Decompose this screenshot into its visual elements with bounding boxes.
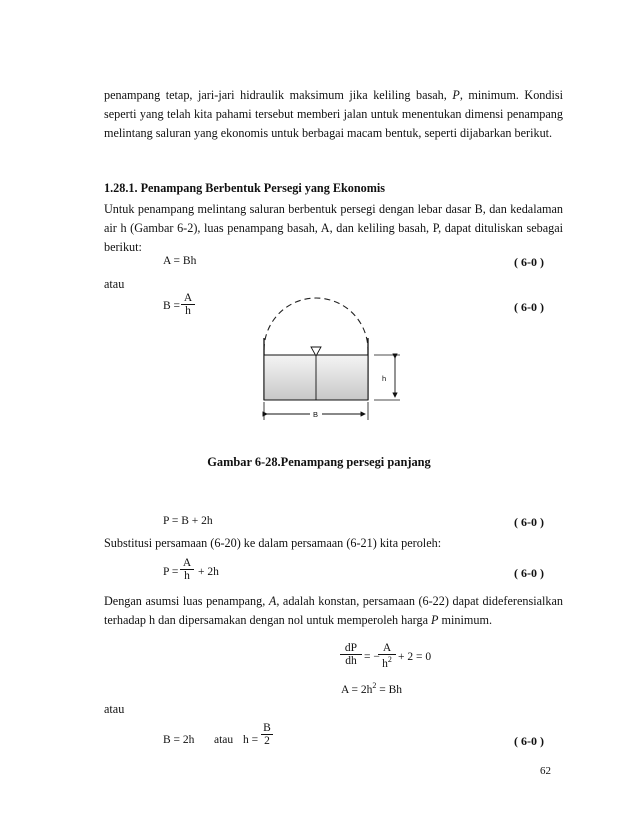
equation-number-4: ( 6-0 ) bbox=[514, 566, 544, 580]
fraction-dp-dh bbox=[340, 642, 362, 667]
equation-number-3: ( 6-0 ) bbox=[514, 515, 544, 529]
fraction-dh: dh bbox=[345, 655, 357, 667]
equation-equals-minus: = − bbox=[364, 651, 380, 663]
fraction-a-over-h bbox=[181, 292, 195, 317]
intro-text-pre: penampang tetap, jari-jari hidraulik maksimum jika keliling basah, bbox=[104, 88, 453, 102]
fraction-a-over-h-2 bbox=[180, 557, 194, 582]
equation-b-2h: B = 2h bbox=[163, 734, 195, 746]
equation-number-7: ( 6-0 ) bbox=[514, 734, 544, 748]
label-b: B bbox=[313, 410, 319, 419]
fraction-num-2: A bbox=[182, 557, 192, 569]
label-h: h bbox=[382, 374, 387, 383]
fraction-b-over-2 bbox=[261, 722, 273, 747]
fraction-b: B bbox=[263, 722, 271, 734]
exponent-2: 2 bbox=[387, 655, 392, 664]
equation-perimeter: P = B + 2h bbox=[163, 515, 213, 527]
fraction-den: h bbox=[185, 305, 191, 317]
fraction-h: h bbox=[382, 657, 388, 670]
fraction-2: 2 bbox=[264, 735, 270, 747]
equation-b-lhs: B = bbox=[163, 300, 181, 312]
page-number: 62 bbox=[540, 765, 551, 777]
fraction-a-over-h2 bbox=[378, 642, 396, 670]
equation-p-lhs: P = bbox=[163, 566, 179, 578]
assumption-paragraph bbox=[104, 592, 563, 630]
fraction-h2 bbox=[378, 655, 396, 670]
equation-atau: atau bbox=[214, 734, 234, 746]
fraction-a: A bbox=[382, 642, 392, 654]
equation-number-1: ( 6-0 ) bbox=[514, 255, 544, 269]
intro-var-p: P bbox=[452, 88, 460, 102]
atau-label-1: atau bbox=[104, 277, 125, 291]
para2-var-a: A bbox=[268, 594, 277, 608]
eq6-rhs: = Bh bbox=[376, 683, 403, 696]
eq6-exp: 2 bbox=[372, 681, 377, 690]
equation-p-rhs: + 2h bbox=[198, 566, 219, 578]
equation-area-relation bbox=[341, 681, 402, 696]
fraction-dp: dP bbox=[344, 642, 358, 654]
atau-label-2: atau bbox=[104, 702, 125, 716]
para2-mid: , adalah konstan, persamaan (6-22) dapat dideferensialkan terhadap h dan dipersamakan dengan nol untuk memperoleh harga bbox=[104, 594, 563, 627]
equation-plus-two: + 2 = 0 bbox=[398, 651, 432, 663]
figure-caption: Gambar 6-28.Penampang persegi panjang bbox=[207, 455, 431, 469]
para2-pre: Dengan asumsi luas penampang, bbox=[104, 594, 269, 608]
section-paragraph: Untuk penampang melintang saluran berbentuk persegi dengan lebar dasar B, dan kedalaman air h (Gambar 6-2), luas penampang basah, A, dan keliling basah, P, dapat dituliskan sebagai berikut: bbox=[104, 202, 563, 254]
para2-var-p: P bbox=[431, 613, 439, 627]
intro-paragraph bbox=[104, 86, 563, 143]
equation-number-2: ( 6-0 ) bbox=[514, 300, 544, 314]
fraction-den-2: h bbox=[184, 570, 190, 582]
dashed-semicircle bbox=[264, 298, 368, 350]
substitution-text: Substitusi persamaan (6-20) ke dalam persamaan (6-21) kita peroleh: bbox=[104, 536, 442, 550]
fraction-num: A bbox=[183, 292, 193, 304]
section-heading: 1.28.1. Penampang Berbentuk Persegi yang Ekonomis bbox=[104, 181, 386, 195]
eq6-lhs: A = 2h bbox=[341, 683, 373, 696]
equation-area: A = Bh bbox=[163, 255, 197, 267]
rectangular-channel-figure bbox=[250, 290, 410, 430]
equation-h-lhs: h = bbox=[243, 734, 259, 746]
intro-text-post: , minimum. Kondisi seperti yang telah kita pahami tersebut memberi jalan untuk menentukan dimensi penampang melintang saluran yang ekonomis untuk berbagai macam bentuk, seperti dijabarkan berikut. bbox=[104, 88, 564, 140]
para2-post: minimum. bbox=[438, 613, 492, 627]
